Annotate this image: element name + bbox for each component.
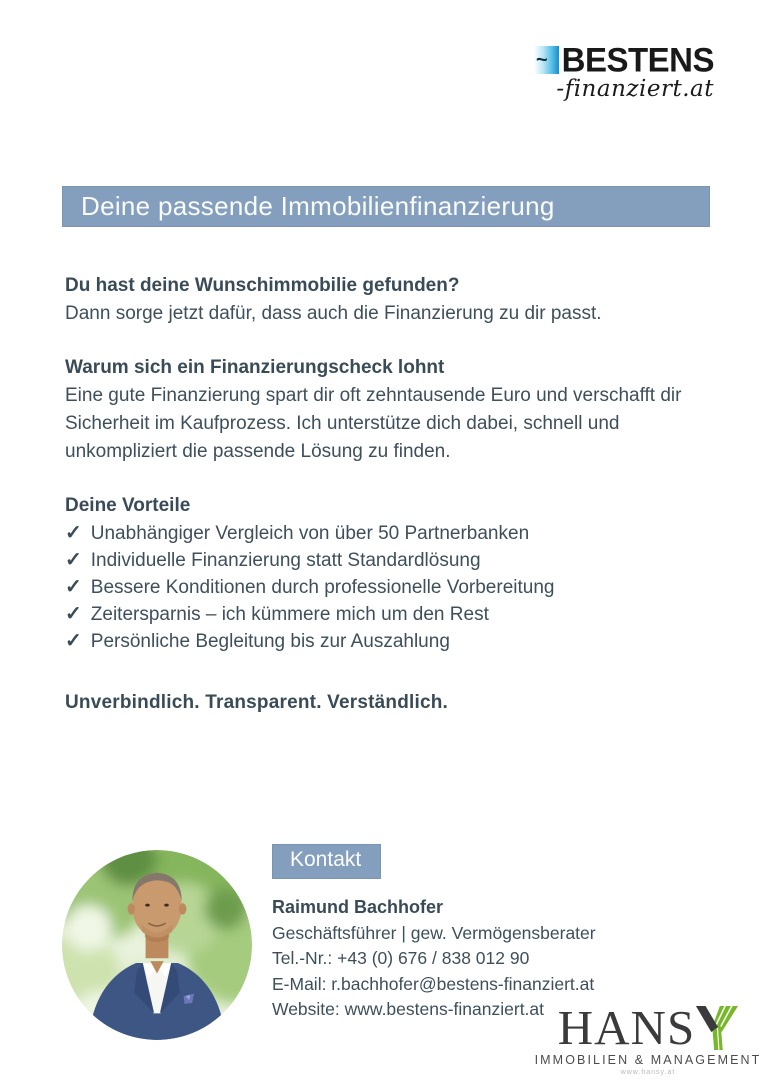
check-icon: ✓ <box>65 576 82 598</box>
contact-role: Geschäftsführer | gew. Vermögensberater <box>272 922 596 943</box>
benefit-item <box>65 574 695 601</box>
benefits-heading: Deine Vorteile <box>65 495 191 516</box>
brand-name: BESTENS <box>561 40 714 79</box>
hansy-y-icon <box>696 1005 738 1051</box>
contact-phone: Tel.-Nr.: +43 (0) 676 / 838 012 90 <box>272 948 530 968</box>
main-content <box>65 272 695 655</box>
intro-line: Dann sorge jetzt dafür, dass auch die Finanzierung zu dir passt. <box>65 303 602 324</box>
brand-domain: -finanziert.at <box>556 76 714 102</box>
tagline: Unverbindlich. Transparent. Verständlich. <box>65 692 449 713</box>
why-line: unkompliziert die passende Lösung zu finden. <box>65 441 451 462</box>
benefit-item <box>65 547 695 574</box>
contact-info <box>272 895 596 1023</box>
benefit-item <box>65 628 695 655</box>
advisor-photo-illustration <box>62 850 252 1040</box>
brand-logo <box>534 40 714 102</box>
tilde-glyph: ~ <box>536 49 546 71</box>
benefit-item <box>65 601 695 628</box>
hansy-url: www.hansy.at <box>620 1069 676 1076</box>
kontakt-badge: Kontakt <box>272 844 381 879</box>
section-why <box>65 354 695 466</box>
check-icon: ✓ <box>65 549 82 571</box>
page-title: Deine passende Immobilienfinanzierung <box>81 191 555 221</box>
contact-name: Raimund Bachhofer <box>272 897 444 917</box>
title-banner <box>62 186 710 227</box>
benefit-label: Individuelle Finanzierung statt Standardlösung <box>90 550 481 571</box>
contact-website-link[interactable]: Website: www.bestens-finanziert.at <box>272 999 545 1019</box>
check-icon: ✓ <box>65 522 82 544</box>
why-line: Eine gute Finanzierung spart dir oft zehntausende Euro und verschafft dir <box>65 385 682 406</box>
advisor-photo <box>62 850 252 1040</box>
why-line: Sicherheit im Kaufprozess. Ich unterstütze dich dabei, schnell und <box>65 413 620 434</box>
why-heading: Warum sich ein Finanzierungscheck lohnt <box>65 357 445 378</box>
benefits-list <box>65 520 695 655</box>
section-benefits <box>65 492 695 655</box>
intro-heading: Du hast deine Wunschimmobilie gefunden? <box>65 275 460 296</box>
hansy-wordmark: HANS <box>557 1000 696 1055</box>
contact-email-link[interactable]: E-Mail: r.bachhofer@bestens-finanziert.at <box>272 973 595 994</box>
benefit-label: Persönliche Begleitung bis zur Auszahlung <box>90 631 450 652</box>
footer-logo <box>533 1000 763 1076</box>
benefit-label: Zeitersparnis – ich kümmere mich um den Rest <box>90 604 489 625</box>
brand-mark-icon <box>534 46 559 74</box>
check-icon: ✓ <box>65 630 82 652</box>
check-icon: ✓ <box>65 603 82 625</box>
benefit-label: Bessere Konditionen durch professionelle Vorbereitung <box>90 577 555 598</box>
hansy-subtitle: IMMOBILIEN & MANAGEMENT <box>534 1053 762 1067</box>
benefit-item <box>65 520 695 547</box>
section-intro <box>65 272 695 328</box>
benefit-label: Unabhängiger Vergleich von über 50 Partnerbanken <box>90 523 530 544</box>
